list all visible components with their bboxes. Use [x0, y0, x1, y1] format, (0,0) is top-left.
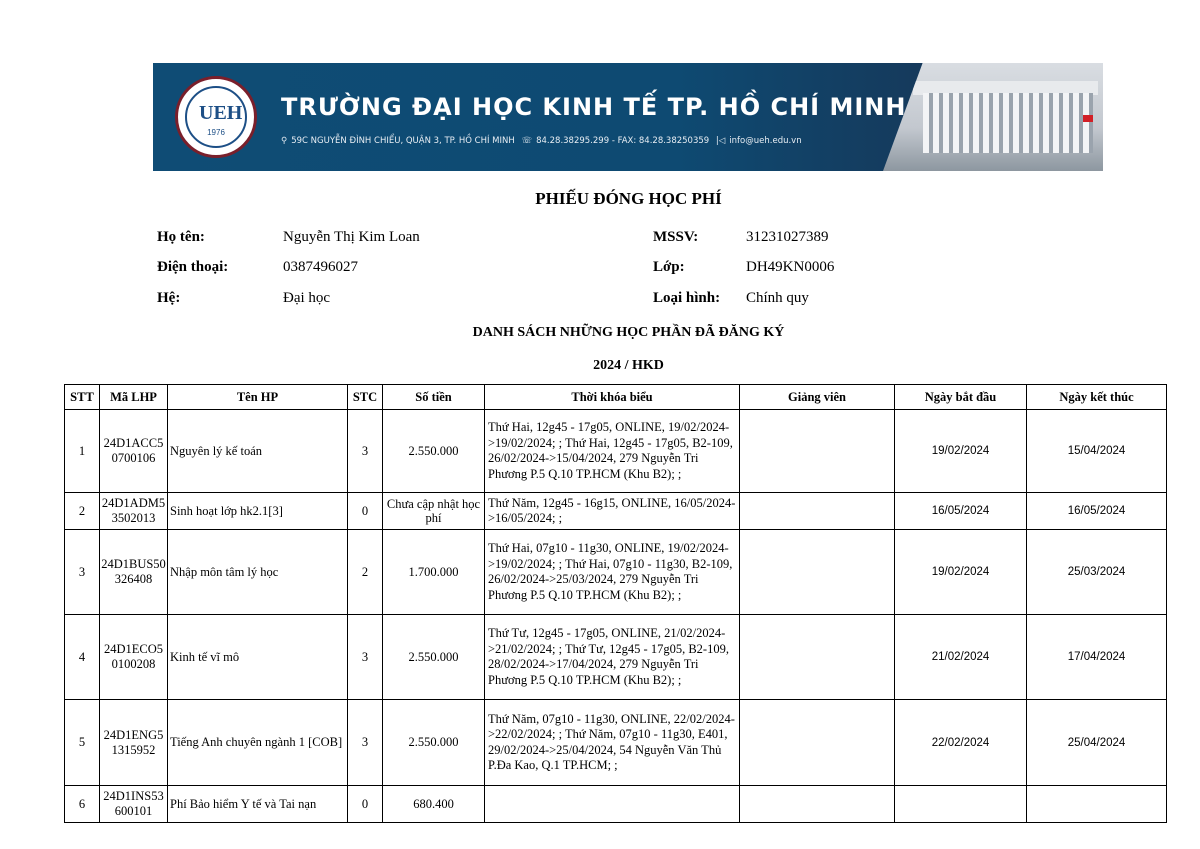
university-contact: [281, 136, 806, 146]
row-credits: 0: [348, 493, 383, 530]
row-stt: 2: [65, 493, 100, 530]
university-logo: [175, 76, 257, 158]
list-title: DANH SÁCH NHỮNG HỌC PHẦN ĐÃ ĐĂNG KÝ: [472, 325, 785, 340]
university-banner: [153, 63, 1103, 171]
row-start-date: 19/02/2024: [895, 410, 1027, 493]
table-row: [65, 410, 1167, 493]
phone-icon: ☏: [521, 136, 533, 146]
row-schedule: Thứ Hai, 12g45 - 17g05, ONLINE, 19/02/2024->19/02/2024; ; Thứ Hai, 12g45 - 17g05, B2-109, 26/02/2024->15/04/2024, 279 Nguyễn Tri Phương P.5 Q.10 TP.HCM (Khu B2); ;: [485, 410, 740, 493]
row-course-name: Nguyên lý kế toán: [168, 410, 348, 493]
document-title: PHIẾU ĐÓNG HỌC PHÍ: [535, 189, 722, 208]
col-header-stt: STT: [65, 385, 100, 410]
row-credits: 3: [348, 615, 383, 700]
row-end-date: 25/04/2024: [1027, 700, 1167, 786]
row-lecturer: [740, 786, 895, 823]
row-end-date: 15/04/2024: [1027, 410, 1167, 493]
row-lecturer: [740, 410, 895, 493]
row-amount: 680.400: [383, 786, 485, 823]
row-lecturer: [740, 530, 895, 615]
row-course-code: 24D1INS53600101: [100, 786, 168, 823]
row-credits: 3: [348, 700, 383, 786]
row-course-code: 24D1ENG51315952: [100, 700, 168, 786]
row-stt: 6: [65, 786, 100, 823]
row-schedule: Thứ Năm, 07g10 - 11g30, ONLINE, 22/02/2024->22/02/2024; ; Thứ Năm, 07g10 - 11g30, E401, 29/02/2024->25/04/2024, 54 Nguyễn Văn Thủ P.Đa Kao, Q.1 TP.HCM; ;: [485, 700, 740, 786]
row-course-name: Kinh tế vĩ mô: [168, 615, 348, 700]
col-header-end-date: Ngày kết thúc: [1027, 385, 1167, 410]
row-end-date: [1027, 786, 1167, 823]
student-system: Đại học: [283, 290, 331, 306]
term-label: 2024 / HKD: [593, 358, 664, 373]
col-header-credits: STC: [348, 385, 383, 410]
logo-monogram: UEH: [199, 102, 243, 124]
row-schedule: [485, 786, 740, 823]
row-end-date: 16/05/2024: [1027, 493, 1167, 530]
row-start-date: 22/02/2024: [895, 700, 1027, 786]
row-amount: 2.550.000: [383, 700, 485, 786]
row-start-date: 16/05/2024: [895, 493, 1027, 530]
table-row: [65, 615, 1167, 700]
row-amount: 2.550.000: [383, 410, 485, 493]
table-row: [65, 786, 1167, 823]
col-header-course-name: Tên HP: [168, 385, 348, 410]
row-stt: 1: [65, 410, 100, 493]
col-header-lecturer: Giảng viên: [740, 385, 895, 410]
row-lecturer: [740, 493, 895, 530]
row-schedule: Thứ Hai, 07g10 - 11g30, ONLINE, 19/02/2024->19/02/2024; ; Thứ Hai, 07g10 - 11g30, B2-109, 26/02/2024->25/03/2024, 279 Nguyễn Tri Phương P.5 Q.10 TP.HCM (Khu B2); ;: [485, 530, 740, 615]
campus-building-photo: [883, 63, 1103, 171]
logo-year: 1976: [207, 128, 225, 137]
row-course-code: 24D1ACC50700106: [100, 410, 168, 493]
row-lecturer: [740, 700, 895, 786]
row-start-date: 19/02/2024: [895, 530, 1027, 615]
row-end-date: 25/03/2024: [1027, 530, 1167, 615]
university-email: info@ueh.edu.vn: [729, 136, 802, 146]
row-course-name: Phí Bảo hiểm Y tế và Tai nạn: [168, 786, 348, 823]
student-name: Nguyễn Thị Kim Loan: [283, 229, 420, 245]
row-end-date: 17/04/2024: [1027, 615, 1167, 700]
row-course-name: Nhập môn tâm lý học: [168, 530, 348, 615]
row-start-date: [895, 786, 1027, 823]
col-header-schedule: Thời khóa biểu: [485, 385, 740, 410]
row-credits: 2: [348, 530, 383, 615]
row-course-code: 24D1ADM53502013: [100, 493, 168, 530]
row-course-code: 24D1BUS50326408: [100, 530, 168, 615]
table-row: [65, 700, 1167, 786]
row-credits: 0: [348, 786, 383, 823]
col-header-start-date: Ngày bắt đầu: [895, 385, 1027, 410]
row-credits: 3: [348, 410, 383, 493]
type-label: Loại hình:: [653, 290, 721, 306]
row-stt: 4: [65, 615, 100, 700]
location-icon: ⚲: [281, 136, 288, 146]
registered-courses-table: [64, 384, 1167, 823]
row-course-name: Tiếng Anh chuyên ngành 1 [COB]: [168, 700, 348, 786]
row-course-name: Sinh hoạt lớp hk2.1[3]: [168, 493, 348, 530]
row-amount: 2.550.000: [383, 615, 485, 700]
row-stt: 3: [65, 530, 100, 615]
row-schedule: Thứ Năm, 12g45 - 16g15, ONLINE, 16/05/2024->16/05/2024; ;: [485, 493, 740, 530]
student-id: 31231027389: [746, 229, 829, 245]
row-amount: 1.700.000: [383, 530, 485, 615]
mail-icon: |◁: [715, 136, 726, 146]
col-header-code: Mã LHP: [100, 385, 168, 410]
student-id-label: MSSV:: [653, 229, 699, 245]
row-schedule: Thứ Tư, 12g45 - 17g05, ONLINE, 21/02/2024->21/02/2024; ; Thứ Tư, 12g45 - 17g05, B2-109, 28/02/2024->17/04/2024, 279 Nguyễn Tri Phương P.5 Q.10 TP.HCM (Khu B2); ;: [485, 615, 740, 700]
row-start-date: 21/02/2024: [895, 615, 1027, 700]
row-course-code: 24D1ECO50100208: [100, 615, 168, 700]
student-class: DH49KN0006: [746, 259, 835, 275]
name-label: Họ tên:: [157, 229, 205, 245]
table-row: [65, 530, 1167, 615]
university-phone: 84.28.38295.299 - FAX: 84.28.38250359: [536, 136, 710, 146]
system-label: Hệ:: [157, 290, 181, 306]
row-amount: Chưa cập nhật học phí: [383, 493, 485, 530]
phone-label: Điện thoại:: [157, 259, 229, 275]
flag-icon: [1083, 115, 1093, 122]
university-name: TRƯỜNG ĐẠI HỌC KINH TẾ TP. HỒ CHÍ MINH: [281, 93, 907, 121]
col-header-amount: Số tiền: [383, 385, 485, 410]
class-label: Lớp:: [653, 259, 685, 275]
university-address: 59C NGUYỄN ĐÌNH CHIỂU, QUẬN 3, TP. HỒ CHÍ MINH: [291, 136, 515, 146]
student-type: Chính quy: [746, 290, 809, 306]
table-header-row: [65, 385, 1167, 410]
row-lecturer: [740, 615, 895, 700]
row-stt: 5: [65, 700, 100, 786]
student-phone: 0387496027: [283, 259, 358, 275]
table-row: [65, 493, 1167, 530]
